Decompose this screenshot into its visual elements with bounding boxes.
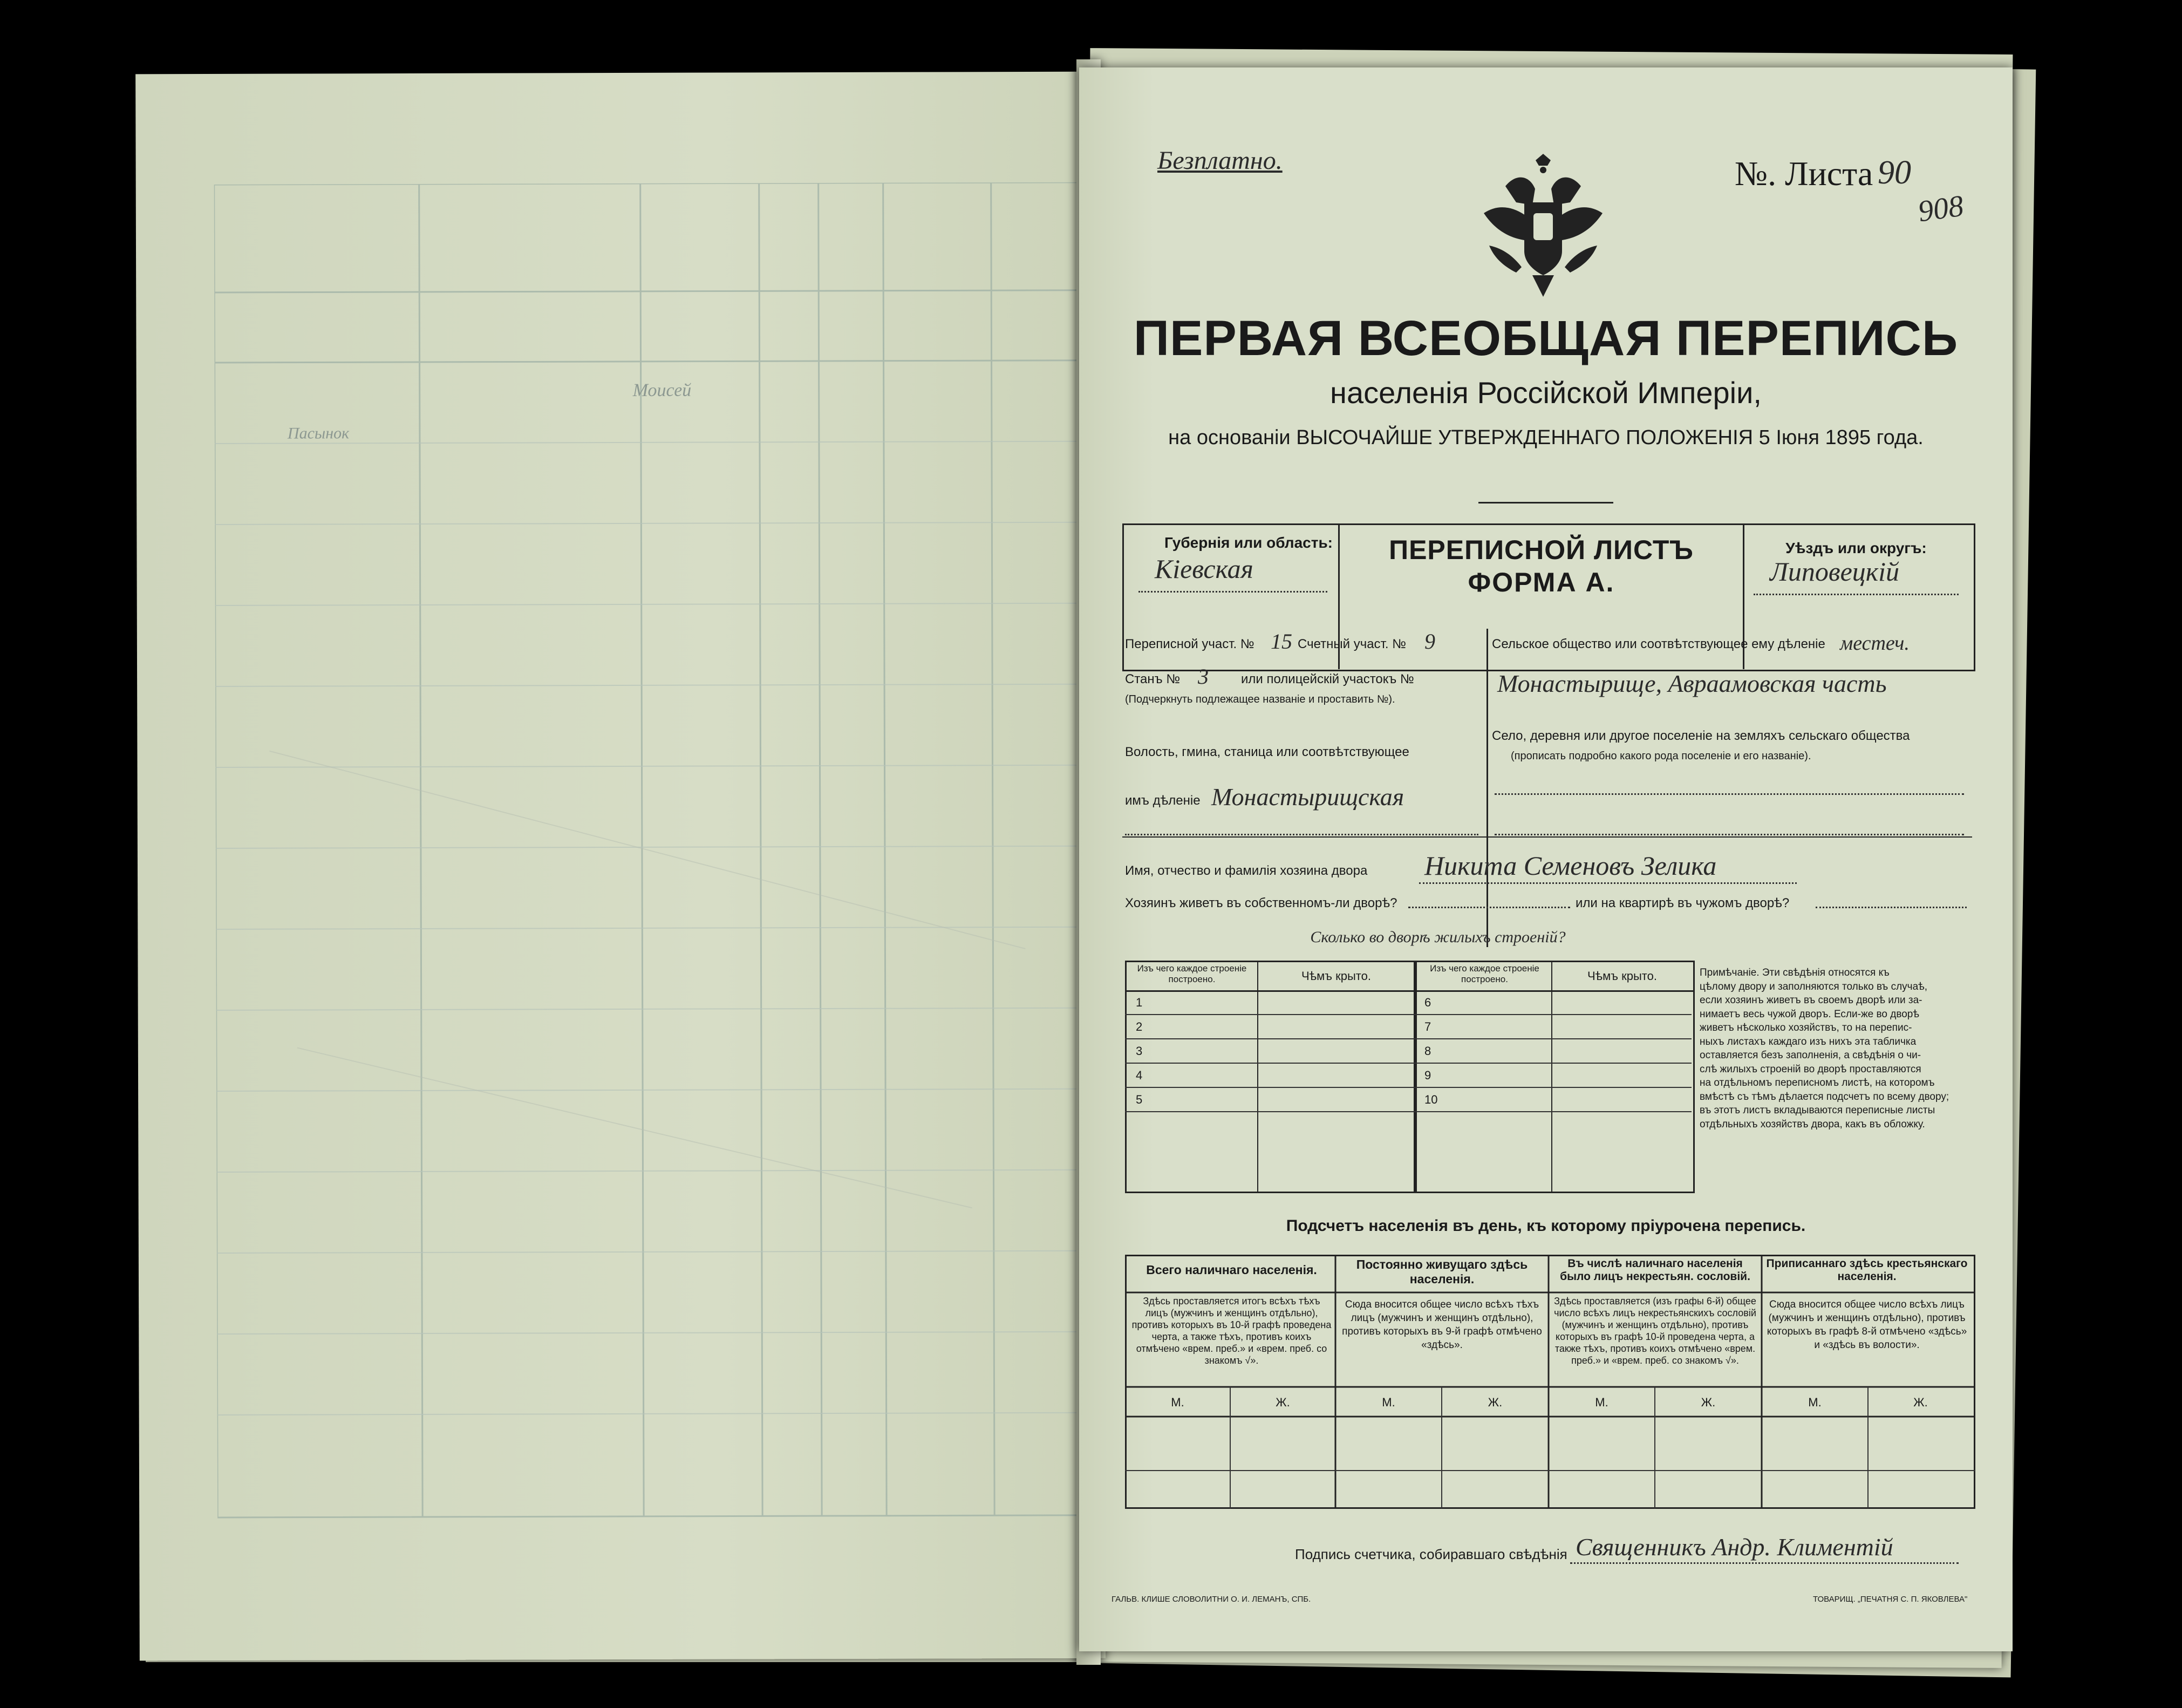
lives-rent-label: или на квартирѣ въ чужомъ дворѣ? — [1576, 896, 1790, 910]
selskoe-label: Сельское общество или соотвѣтствующее ему дѣленіе — [1492, 637, 1825, 651]
buildings-col-roof-left: Чѣмъ крыто. — [1301, 969, 1371, 983]
count-header-2: Постоянно живущаго здѣсь населенія. — [1356, 1257, 1528, 1286]
count-desc-1: Здѣсь проставляется итогъ всѣхъ тѣхъ лицъ (мужчинъ и женщинъ отдѣльно), противъ которыхъ въ 10-й графѣ проведена черта, а также тѣхъ, противъ коихъ отмѣчено «врем. преб.» и «врем. преб. со знакомъ √». — [1131, 1296, 1332, 1366]
buildings-col-material-right: Изъ чего каждое строеніе построено. — [1430, 963, 1539, 984]
note-line-2: цѣлому двору и заполняются только въ случаѣ, — [1700, 981, 1928, 992]
note-line-8: слѣ жилыхъ строеній во дворѣ проставляются — [1700, 1063, 1921, 1075]
perepisnoi-label: Переписной участ. № — [1125, 637, 1254, 651]
lives-rent-line — [1816, 907, 1967, 908]
underline-note: (Подчеркнуть подлежащее названіе и проставить №). — [1125, 693, 1395, 705]
free-label: Безплатно. — [1157, 146, 1283, 175]
count-m-1: М. — [1171, 1396, 1184, 1409]
sheet-number-extra: 908 — [1916, 189, 1966, 229]
owner-label: Имя, отчество и фамилія хозяина двора — [1125, 863, 1368, 878]
buildings-row-8: 8 — [1424, 1044, 1431, 1058]
buildings-row-4: 4 — [1136, 1069, 1143, 1082]
note-line-5: живетъ нѣсколько хозяйствъ, то на перепис- — [1700, 1022, 1912, 1033]
count-m-3: М. — [1595, 1396, 1608, 1409]
count-desc-2: Сюда вносится общее число всѣхъ тѣхъ лицъ (мужчинъ и женщинъ отдѣльно), противъ которыхъ въ 9-й графѣ отмѣчено «здѣсь». — [1342, 1299, 1542, 1351]
selo-label: Село, деревня или другое поселеніе на земляхъ сельскаго общества — [1492, 729, 1910, 743]
selo-line-1 — [1495, 793, 1964, 795]
form-title-line1: ПЕРЕПИСНОЙ ЛИСТЪ — [1389, 535, 1694, 565]
buildings-row-10: 10 — [1424, 1093, 1438, 1106]
gubernia-label: Губернія или область: — [1164, 534, 1333, 551]
note-line-11: въ этотъ листъ вкладываются переписные листы — [1700, 1105, 1935, 1116]
count-header-3: Въ числѣ наличнаго населенія было лицъ некрестьян. сословій. — [1560, 1257, 1750, 1283]
note-line-12: отдѣльныхъ хозяйствъ двора, какъ въ обложку. — [1700, 1118, 1925, 1130]
count-title: Подсчетъ населенія въ день, къ которому пріурочена перепись. — [1286, 1217, 1806, 1235]
volost-extra-line — [1125, 834, 1478, 835]
ornament-divider — [1478, 502, 1613, 503]
note-line-4: нимаетъ весь чужой дворъ. Если-же во дворѣ — [1700, 1008, 1919, 1020]
count-desc-4: Сюда вносится общее число всѣхъ лицъ (мужчинъ и женщинъ отдѣльно), противъ которыхъ въ графѣ 8-й отмѣчено «здѣсь» и «здѣсь въ волости». — [1767, 1299, 1967, 1351]
left-faint-text-1: Моисей — [632, 380, 692, 400]
note-line-3: если хозяинъ живетъ въ своемъ дворѣ или за- — [1700, 995, 1922, 1006]
police-label: или полицейскій участокъ № — [1241, 672, 1414, 686]
buildings-note — [1700, 966, 1969, 1131]
left-faint-text-2: Пасынок — [287, 424, 350, 443]
owner-value: Никита Семеновъ Зелика — [1424, 850, 1717, 881]
uezd-value: Липовецкій — [1770, 556, 1900, 587]
signature-line — [1570, 1562, 1959, 1564]
census-basis: на основаніи ВЫСОЧАЙШЕ УТВЕРЖДЕННАГО ПОЛОЖЕНІЯ 5 Іюня 1895 года. — [1168, 426, 1924, 449]
count-zh-4: Ж. — [1913, 1396, 1928, 1409]
signature-label: Подпись счетчика, собиравшаго свѣдѣнія — [1295, 1546, 1567, 1562]
signature-value: Священникъ Андр. Климентій — [1576, 1533, 1893, 1561]
buildings-row-1: 1 — [1136, 996, 1143, 1009]
gubernia-underline — [1138, 591, 1327, 593]
form-title-line2: ФОРМА А. — [1468, 567, 1615, 597]
volost-label-1: Волость, гмина, станица или соотвѣтствующее — [1125, 745, 1409, 759]
left-page — [135, 72, 1106, 1661]
imperial-eagle-emblem — [1473, 148, 1613, 305]
count-header-4: Приписаннаго здѣсь крестьянскаго населенія. — [1766, 1257, 1968, 1283]
lives-own-line — [1408, 907, 1570, 908]
stan-label: Станъ № — [1125, 672, 1181, 686]
count-header-1: Всего наличнаго населенія. — [1146, 1263, 1317, 1277]
buildings-row-9: 9 — [1424, 1069, 1431, 1082]
footer-left: ГАЛЬВ. КЛИШЕ СЛОВОЛИТНИ О. И. ЛЕМАНЪ, СПБ. — [1112, 1595, 1311, 1604]
footer-right: ТОВАРИЩ. „ПЕЧАТНЯ С. П. ЯКОВЛЕВА" — [1813, 1595, 1968, 1604]
uezd-underline — [1754, 594, 1959, 595]
count-zh-1: Ж. — [1276, 1396, 1290, 1409]
note-line-1: Примѣчаніе. Эти свѣдѣнія относятся къ — [1700, 967, 1890, 978]
right-page-form — [1079, 67, 2013, 1651]
stan-value: 3 — [1198, 664, 1209, 689]
count-table-grid — [1125, 1255, 1975, 1508]
sheet-number-label: №. Листа — [1735, 154, 1873, 193]
uezd-label: Уѣздъ или округъ: — [1785, 540, 1927, 556]
count-m-4: М. — [1808, 1396, 1822, 1409]
selo-line-2 — [1495, 834, 1964, 835]
sheet-number-value: 90 — [1878, 154, 1911, 191]
note-line-6: ныхъ листахъ каждаго изъ нихъ эта табличка — [1700, 1036, 1917, 1047]
note-line-10: вмѣстѣ съ тѣмъ дѣлается подсчетъ по всему двору; — [1700, 1091, 1949, 1103]
buildings-row-6: 6 — [1424, 996, 1431, 1009]
volost-value: Монастырищская — [1211, 783, 1404, 811]
volost-label-2: имъ дѣленіе — [1125, 793, 1201, 808]
buildings-row-3: 3 — [1136, 1044, 1143, 1058]
census-title: ПЕРВАЯ ВСЕОБЩАЯ ПЕРЕПИСЬ — [1133, 311, 1959, 366]
count-desc-3: Здѣсь проставляется (изъ графы 6-й) общее число всѣхъ лицъ некрестьянскихъ сословій (мужчинъ и женщинъ отдѣльно), противъ которыхъ въ графѣ 10-й проведена черта, а также тѣхъ, противъ коихъ отмѣчено «врем. преб.» и «врем. преб. со знакомъ √». — [1554, 1296, 1756, 1366]
buildings-row-5: 5 — [1136, 1093, 1143, 1106]
buildings-col-material-left: Изъ чего каждое строеніе построено. — [1137, 963, 1247, 984]
owner-underline — [1419, 882, 1797, 884]
count-zh-3: Ж. — [1701, 1396, 1716, 1409]
buildings-row-2: 2 — [1136, 1020, 1143, 1033]
how-many-label: Сколько во дворѣ жилыхъ строеній? — [1310, 928, 1566, 946]
buildings-row-lines — [1125, 990, 1692, 1190]
fields-bottom-line — [1122, 836, 1972, 838]
gubernia-value: Кіевская — [1155, 554, 1253, 584]
schetny-label: Счетный участ. № — [1298, 637, 1406, 651]
buildings-col-roof-right: Чѣмъ крыто. — [1587, 969, 1657, 983]
selskoe-value-2: Монастырище, Авраамовская часть — [1497, 670, 1887, 697]
note-line-7: оставляется безъ заполненія, а свѣдѣнія о чи- — [1700, 1050, 1921, 1061]
selskoe-value-1: местеч. — [1840, 632, 1910, 655]
census-subtitle: населенія Россійской Имперіи, — [1330, 376, 1762, 410]
count-m-2: М. — [1382, 1396, 1395, 1409]
selo-note: (прописать подробно какого рода поселеніе и его названіе). — [1511, 750, 1811, 762]
count-zh-2: Ж. — [1488, 1396, 1503, 1409]
schetny-value: 9 — [1424, 629, 1435, 654]
lives-own-label: Хозяинъ живетъ въ собственномъ-ли дворѣ? — [1125, 896, 1397, 910]
buildings-row-7: 7 — [1424, 1020, 1431, 1033]
note-line-9: на отдѣльномъ переписномъ листѣ, на которомъ — [1700, 1077, 1935, 1088]
fields-column-divider — [1487, 629, 1488, 947]
perepisnoi-value: 15 — [1271, 629, 1292, 654]
